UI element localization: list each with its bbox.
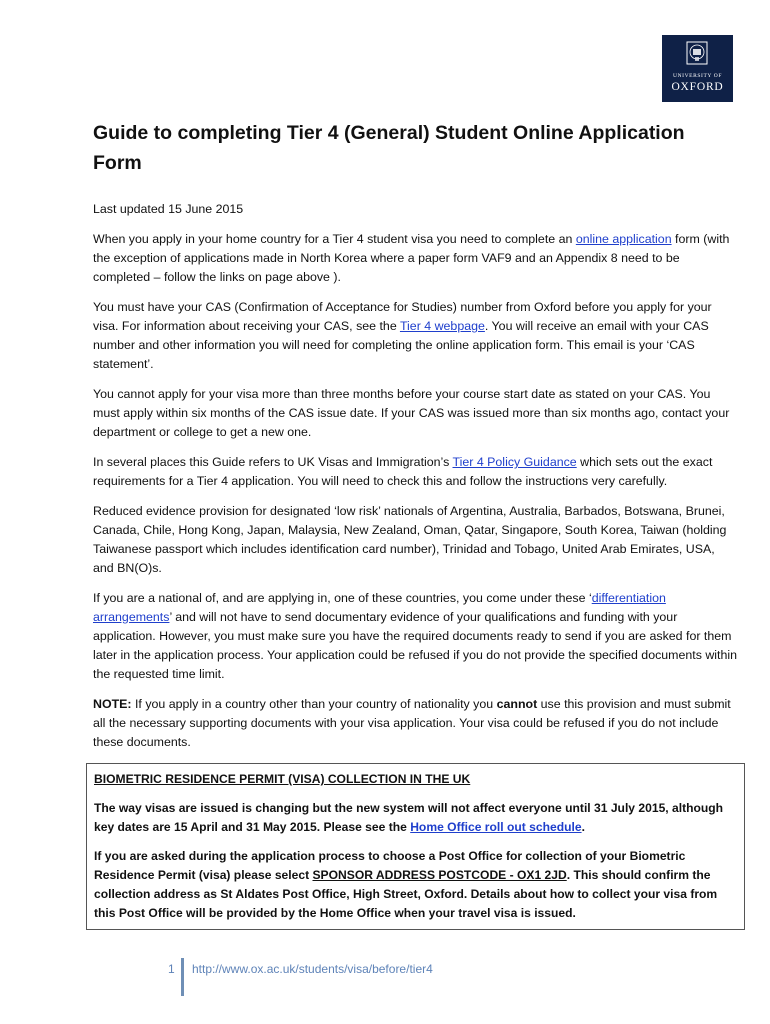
footer-url: http://www.ox.ac.uk/students/visa/before/tier4 <box>192 962 433 976</box>
home-office-roll-out-link[interactable]: Home Office roll out schedule <box>410 820 582 834</box>
paragraph-online-application: When you apply in your home country for a Tier 4 student visa you need to complete an online application form (with the exception of applications made in North Korea where a paper form VAF9 and an Appendix 8 need to be completed – follow the links on page above ). <box>93 232 730 284</box>
tier4-webpage-link[interactable]: Tier 4 webpage <box>399 319 485 333</box>
sponsor-postcode: SPONSOR ADDRESS POSTCODE - OX1 2JD <box>312 868 567 882</box>
box-heading: BIOMETRIC RESIDENCE PERMIT (VISA) COLLECTION IN THE UK <box>94 772 471 786</box>
last-updated: Last updated 15 June 2015 <box>93 202 244 216</box>
paragraph-note: NOTE: If you apply in a country other than your country of nationality you cannot use this provision and must submit all the necessary supporting documents with your visa application. Your visa could be refused if you do not include these documents. <box>93 697 731 749</box>
page-number: 1 <box>168 962 175 976</box>
differentiation-arrangements-link[interactable]: differentiation arrangements <box>93 591 666 624</box>
oxford-crest-icon <box>686 41 708 65</box>
paragraph-timing: You cannot apply for your visa more than three months before your course start date as stated on your CAS. You must apply within six months of the CAS issue date. If your CAS was issued more than six months ago, contact your department or college to get a new one. <box>93 387 730 439</box>
paragraph-cas: You must have your CAS (Confirmation of Acceptance for Studies) number from Oxford before you apply for your visa. For information about receiving your CAS, see the Tier 4 webpage. You will receive an email with your CAS number and other information you will need for completing the online application form. This email is your ‘CAS statement’. <box>93 300 712 371</box>
document-title: Guide to completing Tier 4 (General) Student Online Application Form <box>93 122 685 174</box>
box-paragraph-schedule: The way visas are issued is changing but the new system will not affect everyone until 31 July 2015, although key dates are 15 April and 31 May 2015. Please see the Home Office roll out schedule. <box>94 801 724 834</box>
online-application-link[interactable]: online application <box>575 232 672 246</box>
paragraph-differentiation: If you are a national of, and are applying in, one of these countries, you come under these ‘differentiation arrangements’ and will not have to send documentary evidence of your qualifications and funding with your application. However, you must make sure you have the required documents ready to send if you are asked for them later in the application process. Your application could be refused if you do not provide the specified documents within the requested time limit. <box>93 591 738 681</box>
document-body <box>93 118 738 930</box>
logo-university-of: UNIVERSITY OF <box>673 73 722 79</box>
tier4-policy-guidance-link[interactable]: Tier 4 Policy Guidance <box>452 455 577 469</box>
biometric-permit-box <box>86 763 745 930</box>
paragraph-policy-guidance: In several places this Guide refers to UK Visas and Immigration’s Tier 4 Policy Guidance which sets out the exact requirements for a Tier 4 application. You will need to check this and follow the instructions very carefully. <box>93 455 713 488</box>
box-paragraph-post-office: If you are asked during the application process to choose a Post Office for collection of your Biometric Residence Permit (visa) please select SPONSOR ADDRESS POSTCODE - OX1 2JD. This should confirm the collection address as St Aldates Post Office, High Street, Oxford. Details about how to collect your visa from this Post Office will be provided by the Home Office when your travel visa is issued. <box>94 849 718 920</box>
oxford-logo <box>662 35 733 102</box>
footer-divider <box>181 958 184 996</box>
logo-oxford: OXFORD <box>671 81 724 93</box>
paragraph-reduced-evidence: Reduced evidence provision for designated ‘low risk’ nationals of Argentina, Australia, Barbados, Botswana, Brunei, Canada, Chile, Hong Kong, Japan, Malaysia, New Zealand, Oman, Qatar, Singapore, South Korea, Taiwan (holding Taiwanese passport which includes identification card number), Trinidad and Tobago, United Arab Emirates, USA, and BN(O)s. <box>93 504 727 575</box>
